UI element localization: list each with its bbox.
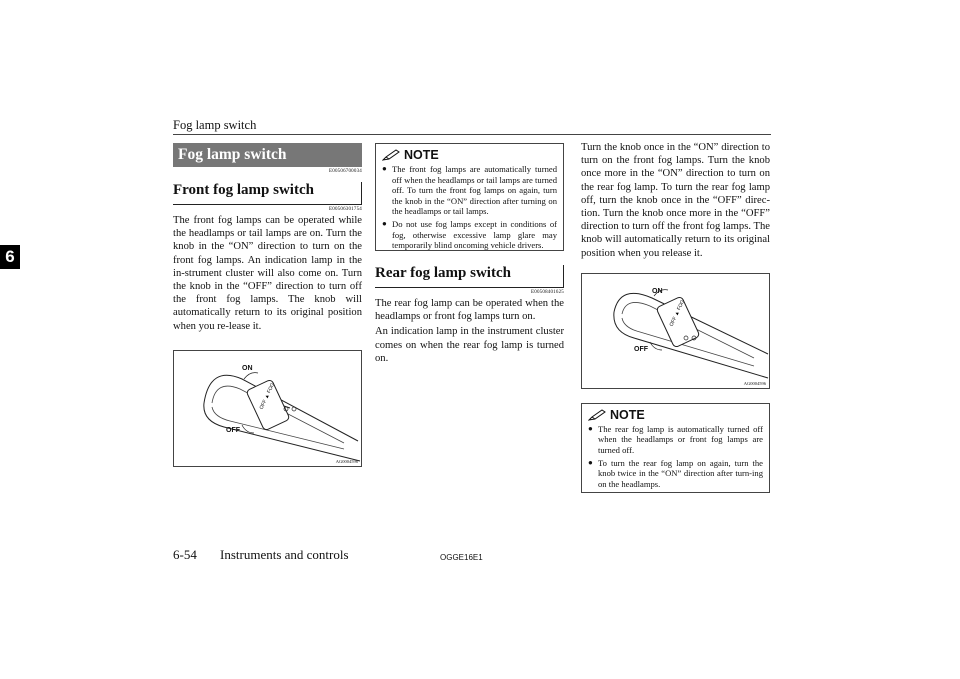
note-item-text: Do not use fog lamps except in conditions of fog, otherwise excessive lamp glare may temporarily blind oncoming vehicle drivers. [392, 218, 557, 251]
document-code: OGGE16E1 [440, 553, 483, 562]
note-item [382, 219, 557, 251]
rear-fog-code: E00508401625 [531, 290, 564, 295]
bullet-icon: ● [382, 164, 387, 173]
note-item-text: The rear fog lamp is automatically turned off when the headlamps or front fog lamps are turned off. [598, 423, 763, 456]
note-heading [382, 148, 557, 162]
off-label: OFF [634, 345, 648, 353]
note-item [588, 458, 763, 490]
rear-fog-operation-body: Turn the knob once in the “ON” direction to turn on the front fog lamps. Turn the knob once more in the “ON” direction to turn on the rear fog lamp. To turn the rear fog lamp off, turn the knob once in the “OFF” direc-tion. Turn the knob once more in the “OFF” direction to turn off the front fog lamps. The knob will automatically return to its original position when you release it. [581, 142, 770, 259]
front-note-box [375, 143, 564, 251]
header-rule [173, 134, 771, 135]
on-label: ON [242, 364, 253, 372]
footer-section-title: Instruments and controls [220, 547, 349, 562]
note-title: NOTE [610, 407, 645, 422]
figure-code: AG0004596 [335, 458, 358, 464]
rear-fog-body-2: An indication lamp in the instrument cluster comes on when the rear fog lamp is turned on. [375, 326, 564, 364]
note-item-text: The front fog lamps are automatically turned off when the headlamps or tail lamps are turned off. To turn the front fog lamps on again, turn the knob in the “ON” direction after turning on the headlamps or tail lamps. [392, 164, 557, 217]
front-fog-subtitle: Front fog lamp switch [173, 182, 362, 205]
rear-note-box [581, 403, 770, 493]
running-title: Fog lamp switch [173, 118, 257, 132]
on-label: ON [652, 287, 663, 295]
note-item-text: To turn the rear fog lamp on again, turn the knob twice in the “ON” direction after turn-ing on the headlamps. [598, 457, 763, 489]
note-pencil-icon [382, 149, 400, 161]
note-item [588, 424, 763, 456]
svg-text:OFF ▲ FOG: OFF ▲ FOG [668, 298, 687, 328]
figure-code: AG0004596 [743, 380, 766, 386]
rear-fog-body-1: The rear fog lamp can be operated when the headlamps or front fog lamps turn on. [375, 298, 564, 323]
front-fog-figure [173, 350, 362, 467]
off-label: OFF [226, 426, 240, 434]
note-heading [588, 408, 763, 422]
stalk-illustration [174, 351, 363, 466]
stalk-illustration [582, 274, 771, 388]
column-2 [375, 143, 564, 365]
bullet-icon: ● [382, 218, 387, 228]
section-code: E00506700034 [329, 169, 362, 174]
front-fog-code: E00506301754 [329, 207, 362, 212]
note-item [382, 164, 557, 217]
bullet-icon: ● [588, 423, 593, 433]
front-fog-body: The front fog lamps can be operated while the headlamps or tail lamps are on. Turn the knob in the “ON” direction to turn on the front fog lamps. An indication lamp in the in-strument cluster will also come on. Turn the knob in the “OFF” direction to turn off the front fog lamps. The knob will automatically return to its original position when you re-lease it. [173, 215, 362, 332]
section-title: Fog lamp switch [173, 143, 362, 167]
column-3 [581, 143, 770, 493]
svg-text:OFF ▲ FOG: OFF ▲ FOG [258, 381, 277, 411]
bullet-icon: ● [588, 457, 593, 467]
rear-fog-subtitle: Rear fog lamp switch [375, 265, 564, 288]
rear-fog-figure [581, 273, 770, 389]
column-1 [173, 143, 362, 467]
note-pencil-icon [588, 409, 606, 421]
note-title: NOTE [404, 148, 439, 162]
page-number: 6-54 [173, 547, 197, 562]
chapter-tab: 6 [0, 245, 20, 269]
